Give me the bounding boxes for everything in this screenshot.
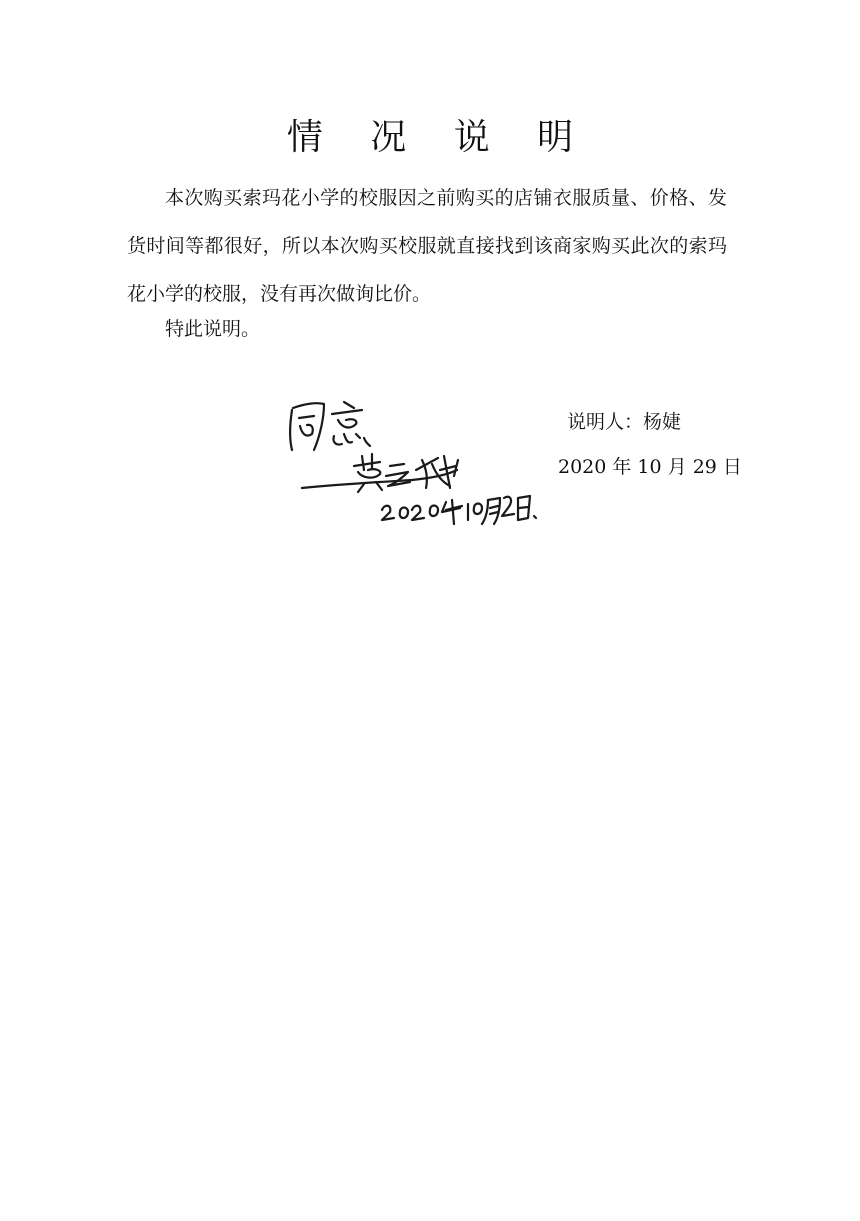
printed-date: 2020 年 10 月 29 日 bbox=[558, 456, 742, 478]
closing-statement: 特此说明。 bbox=[165, 318, 261, 340]
handwritten-approval bbox=[290, 402, 370, 450]
document-title: 情 况 说 明 bbox=[286, 117, 592, 158]
declarant-name: 说明人：杨婕 bbox=[567, 411, 682, 433]
body-paragraph: 本次购买索玛花小学的校服因之前购买的店铺衣服质量、价格、发货时间等都很好，所以本次购买校服就直接找到该商家购买此次的索玛花小学的校服，没有再次做询比价。 bbox=[127, 187, 727, 305]
handwritten-signature bbox=[302, 454, 458, 492]
handwritten-approval-signature bbox=[262, 388, 542, 538]
handwritten-date bbox=[382, 496, 536, 524]
